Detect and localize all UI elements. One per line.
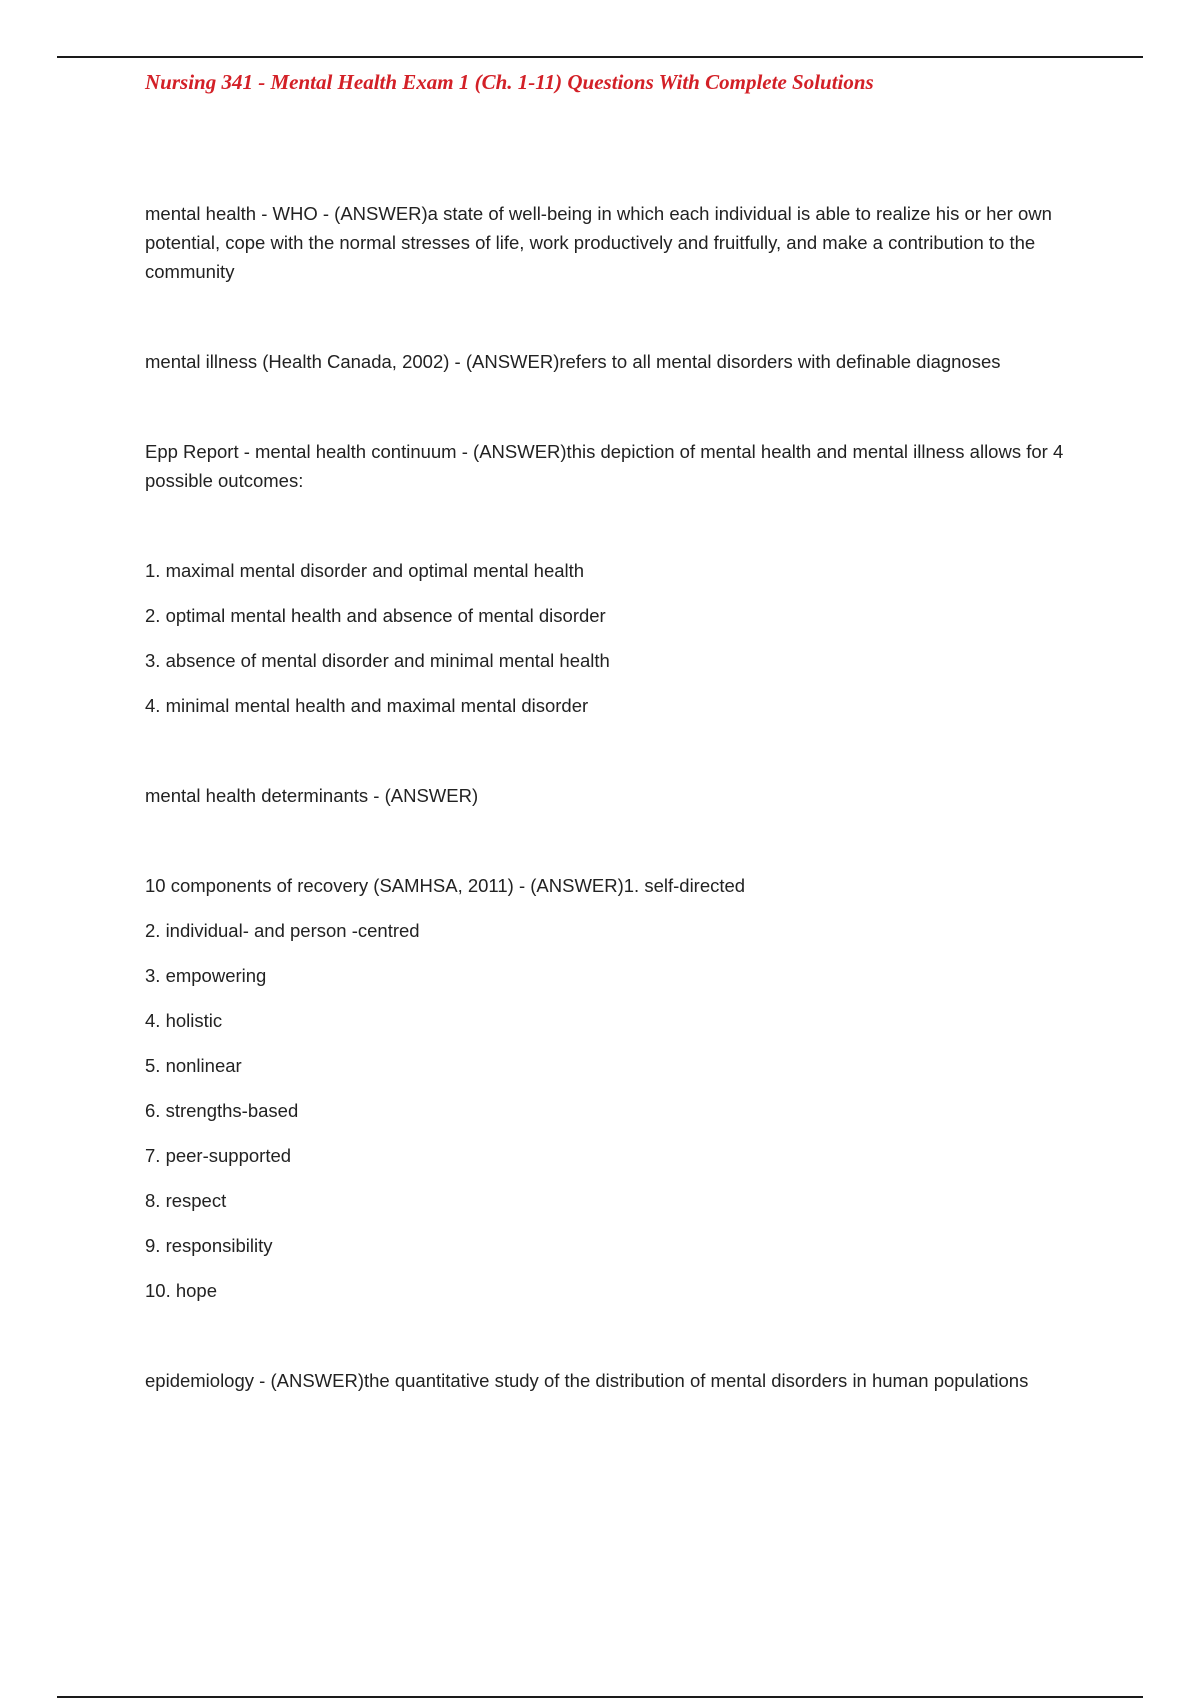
list-item: 7. peer-supported [145,1145,292,1166]
qa-mental-illness: mental illness (Health Canada, 2002) - (ANSWER)refers to all mental disorders with definable diagnoses [145,351,1001,372]
list-item: 1. maximal mental disorder and optimal mental health [145,560,585,581]
qa-epidemiology: epidemiology - (ANSWER)the quantitative study of the distribution of mental disorders in human populations [145,1370,1029,1391]
list-item: 3. absence of mental disorder and minimal mental health [145,650,610,671]
document-body [145,199,1075,1456]
continuum-outcomes-list [145,556,1075,720]
qa-epp-report: Epp Report - mental health continuum - (ANSWER)this depiction of mental health and mental illness allows for 4 possible outcomes: [145,441,1064,491]
list-item: 6. strengths-based [145,1100,299,1121]
qa-mental-health-who: mental health - WHO - (ANSWER)a state of well-being in which each individual is able to realize his or her own potential, cope with the normal stresses of life, work productively and fruitfully, and make a contribution to the community [145,203,1052,282]
header-divider [57,56,1143,58]
footer-divider [57,1696,1143,1698]
list-item: 2. individual- and person -centred [145,920,420,941]
document-title: Nursing 341 - Mental Health Exam 1 (Ch. 1-11) Questions With Complete Solutions [145,70,874,94]
list-item: 8. respect [145,1190,227,1211]
list-item: 3. empowering [145,965,267,986]
recovery-components-list [145,916,1075,1305]
list-item: 4. holistic [145,1010,223,1031]
list-item: 4. minimal mental health and maximal mental disorder [145,695,589,716]
list-item: 10. hope [145,1280,218,1301]
qa-mental-health-determinants: mental health determinants - (ANSWER) [145,785,479,806]
qa-recovery-components: 10 components of recovery (SAMHSA, 2011) - (ANSWER)1. self-directed [145,875,746,896]
list-item: 2. optimal mental health and absence of mental disorder [145,605,606,626]
list-item: 9. responsibility [145,1235,273,1256]
list-item: 5. nonlinear [145,1055,242,1076]
